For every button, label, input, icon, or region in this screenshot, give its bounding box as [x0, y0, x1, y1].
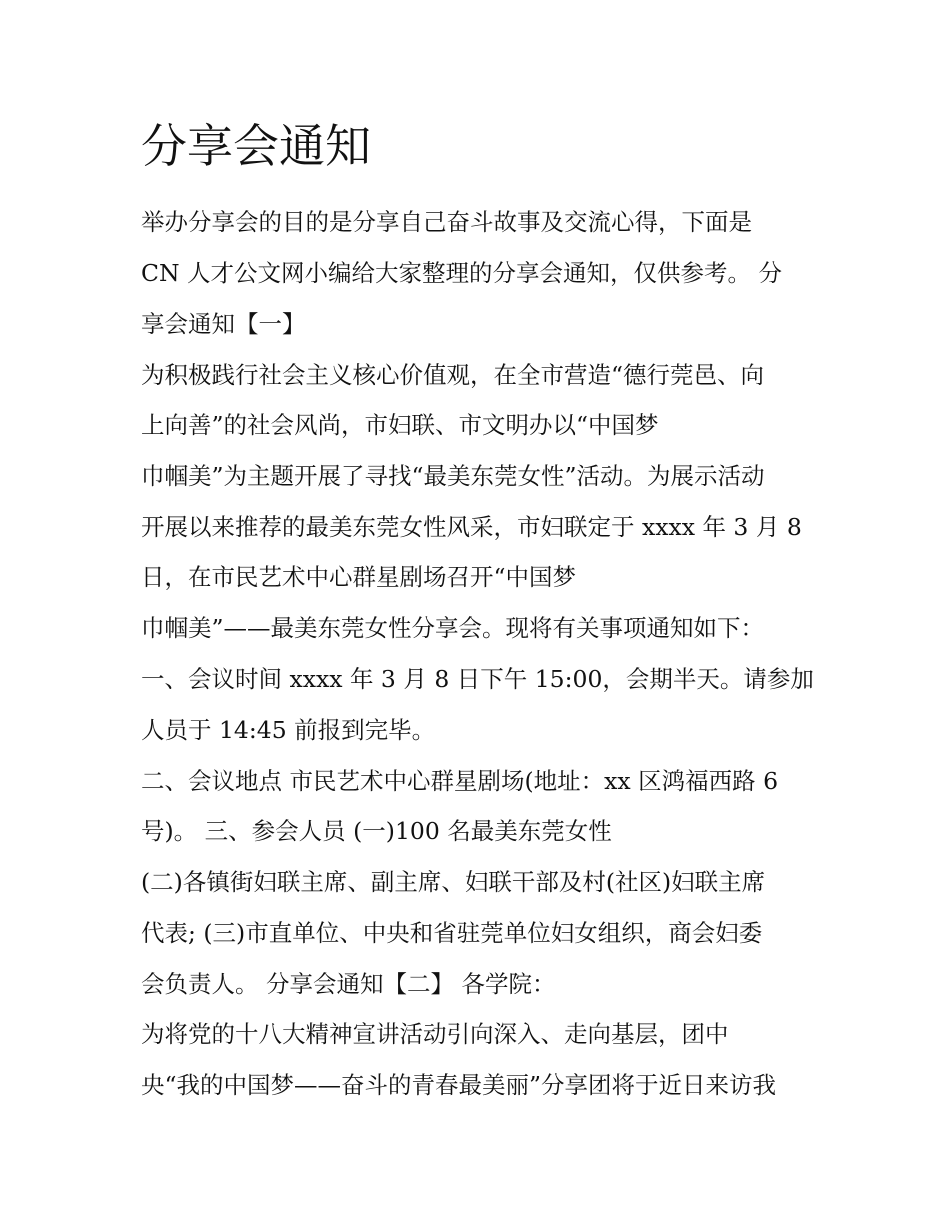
body-text-line: (二)各镇街妇联主席、副主席、妇联干部及村(社区)妇联主席 — [141, 868, 766, 896]
body-text-line: 为将党的十八大精神宣讲活动引向深入、走向基层，团中 — [141, 1020, 729, 1048]
body-text-line: 开展以来推荐的最美东莞女性风采，市妇联定于 xxxx 年 3 月 8 — [141, 513, 802, 541]
body-text-line: 巾帼美”——最美东莞女性分享会。现将有关事项通知如下： — [141, 614, 765, 642]
body-text-line: CN 人才公文网小编给大家整理的分享会通知，仅供参考。 分 — [141, 259, 782, 287]
body-text-line: 日，在市民艺术中心群星剧场召开“中国梦 — [141, 563, 577, 591]
body-text-line: 一、会议时间 xxxx 年 3 月 8 日下午 15:00，会期半天。请参加 — [141, 665, 814, 693]
body-text-line: 上向善”的社会风尚，市妇联、市文明办以“中国梦 — [141, 411, 659, 439]
body-text-line: 享会通知【一】 — [141, 310, 306, 338]
body-text-line: 为积极践行社会主义核心价值观，在全市营造“德行莞邑、向 — [141, 361, 765, 389]
document-title: 分享会通知 — [141, 119, 371, 173]
body-text-line: 人员于 14:45 前报到完毕。 — [141, 716, 436, 744]
body-text-line: 举办分享会的目的是分享自己奋斗故事及交流心得，下面是 — [141, 208, 752, 236]
body-text-line: 巾帼美”为主题开展了寻找“最美东莞女性”活动。为展示活动 — [141, 462, 765, 490]
body-text-line: 号)。 三、参会人员 (一)100 名最美东莞女性 — [141, 817, 612, 845]
body-text-line: 央“我的中国梦——奋斗的青春最美丽”分享团将于近日来访我 — [141, 1071, 777, 1099]
body-text-line: 会负责人。 分享会通知【二】 各学院： — [141, 970, 556, 998]
body-text-line: 代表; (三)市直单位、中央和省驻莞单位妇女组织，商会妇委 — [141, 919, 763, 947]
body-text-line: 二、会议地点 市民艺术中心群星剧场(地址：xx 区鸿福西路 6 — [141, 767, 779, 795]
